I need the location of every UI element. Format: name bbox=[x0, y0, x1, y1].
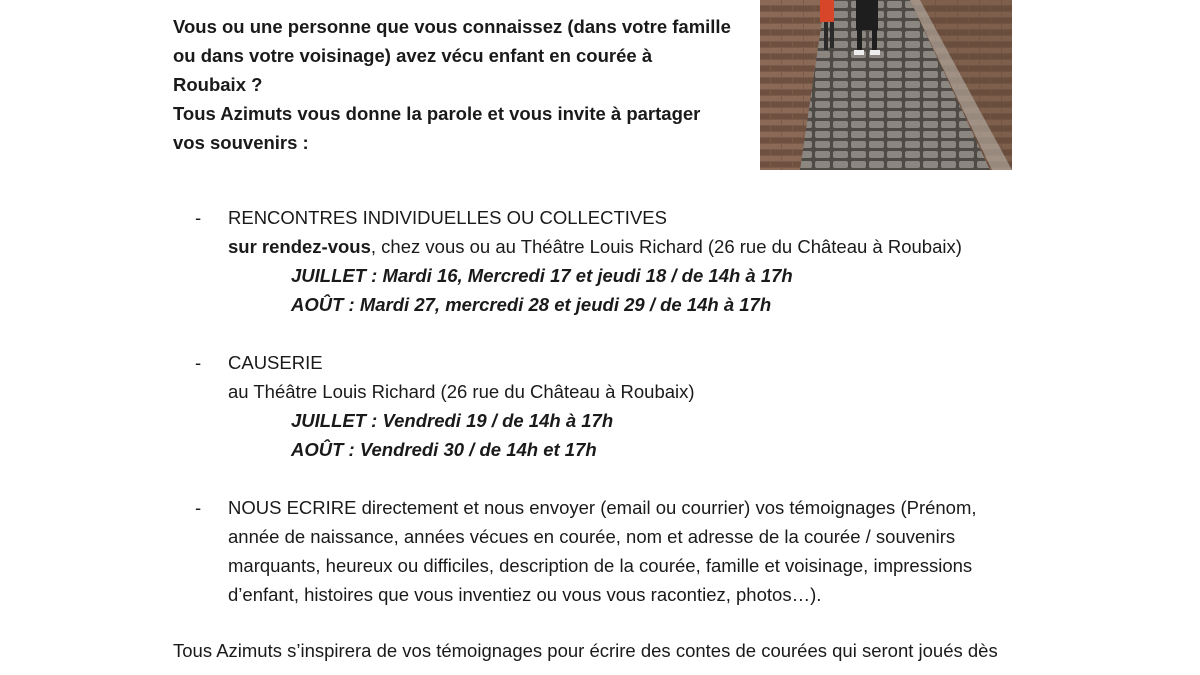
intro-line: Vous ou une personne que vous connaissez (dans votre famille bbox=[173, 16, 731, 37]
location-text: , chez vous ou au Théâtre Louis Richard (26 rue du Château à Roubaix) bbox=[370, 236, 962, 257]
list-item-nous-ecrire bbox=[195, 493, 1055, 609]
date-line-august: AOÛT : Mardi 27, mercredi 28 et jeudi 29 / de 14h à 17h bbox=[291, 294, 772, 315]
intro-line: ou dans votre voisinage) avez vécu enfant en courée à bbox=[173, 45, 653, 66]
appointment-emphasis: sur rendez-vous bbox=[228, 236, 371, 257]
intro-line: vos souvenirs : bbox=[173, 132, 309, 153]
list-item-rencontres bbox=[195, 203, 1055, 319]
item-line: marquants, heureux ou difficiles, description de la courée, famille et voisinage, impressions bbox=[228, 555, 973, 576]
cobbled-alley-photo bbox=[760, 0, 1012, 170]
item-line: NOUS ECRIRE directement et nous envoyer (email ou courrier) vos témoignages (Prénom, bbox=[228, 497, 977, 518]
item-line: d’enfant, histoires que vous inventiez ou vous vous racontiez, photos…). bbox=[228, 584, 822, 605]
item-subline: au Théâtre Louis Richard (26 rue du Château à Roubaix) bbox=[228, 381, 695, 402]
intro-line: Roubaix ? bbox=[173, 74, 263, 95]
intro-line: Tous Azimuts vous donne la parole et vous invite à partager bbox=[173, 103, 701, 124]
outro-paragraph bbox=[173, 636, 1053, 665]
intro-paragraph bbox=[173, 12, 753, 157]
item-title: CAUSERIE bbox=[228, 352, 323, 373]
photo-image bbox=[760, 0, 1012, 170]
list-dash: - bbox=[195, 207, 202, 228]
date-line-july: JUILLET : Vendredi 19 / de 14h à 17h bbox=[291, 410, 614, 431]
item-subline bbox=[228, 232, 1055, 261]
item-title: RENCONTRES INDIVIDUELLES OU COLLECTIVES bbox=[228, 207, 667, 228]
list-dash: - bbox=[195, 497, 202, 518]
date-line-august: AOÛT : Vendredi 30 / de 14h et 17h bbox=[291, 439, 597, 460]
item-line: année de naissance, années vécues en courée, nom et adresse de la courée / souvenirs bbox=[228, 526, 956, 547]
list-item-causerie bbox=[195, 348, 1055, 464]
participation-list bbox=[195, 203, 1055, 609]
list-dash: - bbox=[195, 352, 202, 373]
date-line-july: JUILLET : Mardi 16, Mercredi 17 et jeudi 18 / de 14h à 17h bbox=[291, 265, 793, 286]
outro-line: Tous Azimuts s’inspirera de vos témoignages pour écrire des contes de courées qui seront joués dès bbox=[173, 640, 998, 661]
